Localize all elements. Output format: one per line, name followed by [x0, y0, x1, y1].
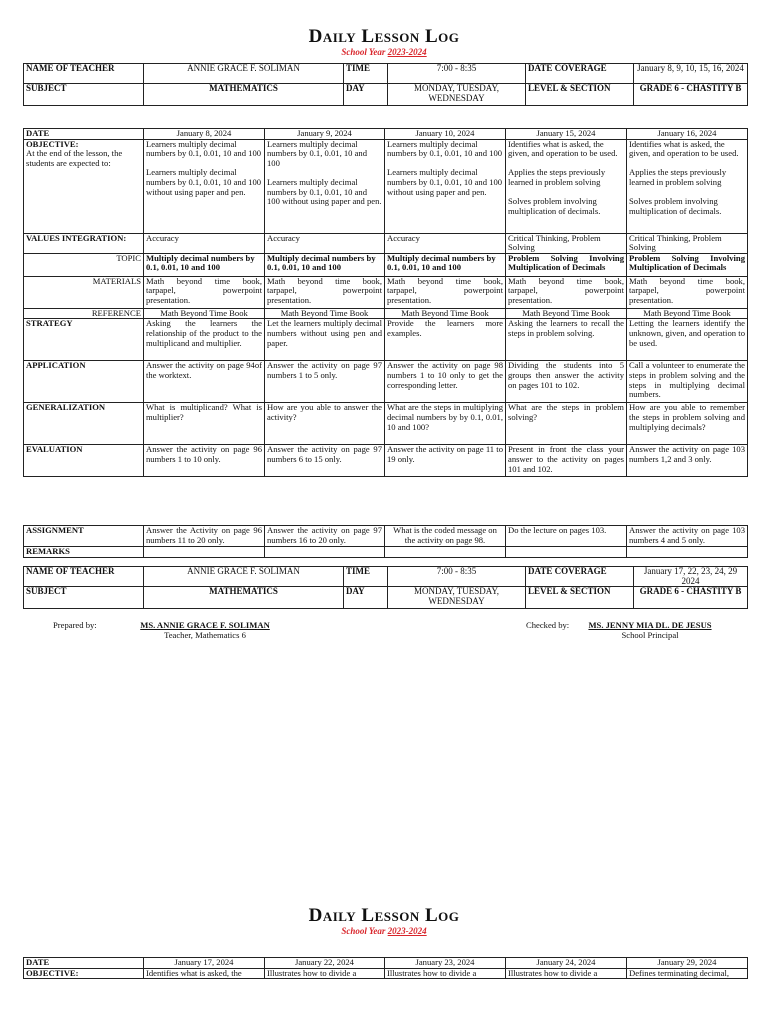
- name-label: NAME OF TEACHER: [24, 567, 144, 587]
- remarks-cell: [506, 547, 627, 558]
- materials-cell: Math beyond time book, tarpapel, powerpoint presentation.: [265, 276, 385, 308]
- application-cell: Call a volunteer to enumerate the steps in problem solving and the steps in multiplying decimal numbers.: [627, 361, 748, 403]
- objective-cell: Learners multiply decimal numbers by 0.1, 0.01, 10 and 100 Learners multiply decimal numbers by 0.1, 0.01, 10 and 100 without using paper and pen.: [265, 139, 385, 233]
- strategy-cell: Provide the learners more examples.: [385, 319, 506, 361]
- level-label: LEVEL & SECTION: [526, 84, 634, 106]
- name-label: NAME OF TEACHER: [24, 64, 144, 84]
- objective-cell: Learners multiply decimal numbers by 0.1, 0.01, 10 and 100 Learners multiply decimal numbers by 0.1, 0.01, 10 and 100 without using paper and pen.: [144, 139, 265, 233]
- subject-label: SUBJECT: [24, 587, 144, 609]
- objective-cell: Illustrates how to divide a: [506, 968, 627, 979]
- document-title: Daily Lesson Log: [308, 26, 460, 47]
- date-cell: January 29, 2024: [627, 958, 748, 969]
- objective-label-cell: [24, 139, 144, 233]
- evaluation-cell: Answer the activity on page 11 to 19 only.: [385, 445, 506, 477]
- day-label: DAY: [344, 587, 388, 609]
- school-year-label: School Year: [341, 47, 386, 57]
- values-cell: Critical Thinking, Problem Solving: [627, 233, 748, 253]
- time-value: 7:00 - 8:35: [388, 567, 526, 587]
- school-year-label: School Year: [341, 926, 386, 936]
- level-value: GRADE 6 - CHASTITY B: [634, 587, 748, 609]
- reference-cell: Math Beyond Time Book: [506, 308, 627, 319]
- values-cell: Accuracy: [385, 233, 506, 253]
- materials-cell: Math beyond time book, tarpapel, powerpoint presentation.: [144, 276, 265, 308]
- school-year-page2: [0, 926, 768, 936]
- day-label: DAY: [344, 84, 388, 106]
- day-value: MONDAY, TUESDAY, WEDNESDAY: [388, 587, 526, 609]
- time-value: 7:00 - 8:35: [388, 64, 526, 84]
- topic-cell: Multiply decimal numbers by 0.1, 0.01, 10 and 100: [144, 253, 265, 276]
- values-cell: Accuracy: [144, 233, 265, 253]
- assignment-table: [23, 525, 748, 558]
- date-cell: January 17, 2024: [144, 958, 265, 969]
- objective-cell: Illustrates how to divide a: [385, 968, 506, 979]
- checked-by-name: MS. JENNY MIA DL. DE JESUS: [588, 620, 712, 630]
- time-label: TIME: [344, 64, 388, 84]
- objective-cell: Identifies what is asked, the: [144, 968, 265, 979]
- topic-cell: Multiply decimal numbers by 0.1, 0.01, 10 and 100: [265, 253, 385, 276]
- level-label: LEVEL & SECTION: [526, 587, 634, 609]
- remarks-cell: [265, 547, 385, 558]
- assignment-cell: What is the coded message on the activity on page 98.: [385, 526, 506, 547]
- materials-cell: Math beyond time book, tarpapel, powerpoint presentation.: [506, 276, 627, 308]
- generalization-label: GENERALIZATION: [24, 403, 144, 445]
- school-year: [0, 47, 768, 57]
- checked-by-block: [584, 620, 716, 640]
- values-label: VALUES INTEGRATION:: [24, 233, 144, 253]
- remarks-cell: [385, 547, 506, 558]
- strategy-cell: Asking the learners the relationship of the product to the multiplicand and multiplier.: [144, 319, 265, 361]
- evaluation-label: EVALUATION: [24, 445, 144, 477]
- strategy-cell: Let the learners multiply decimal numbers without using pen and paper.: [265, 319, 385, 361]
- strategy-cell: Letting the learners identify the unknown, given, and operation to be used.: [627, 319, 748, 361]
- evaluation-cell: Answer the activity on page 96 numbers 1 to 10 only.: [144, 445, 265, 477]
- reference-cell: Math Beyond Time Book: [144, 308, 265, 319]
- generalization-cell: What are the steps in multiplying decimal numbers by by 0.1, 0.01, 10 and 100?: [385, 403, 506, 445]
- date-cell: January 10, 2024: [385, 129, 506, 140]
- objective-cell: Identifies what is asked, the given, and operation to be used. Applies the steps previously learned in problem solving Solves problem involving multiplication of decimals.: [627, 139, 748, 233]
- strategy-cell: Asking the learners to recall the steps in problem solving.: [506, 319, 627, 361]
- date-cell: January 15, 2024: [506, 129, 627, 140]
- topic-cell: Problem Solving Involving Multiplication of Decimals: [506, 253, 627, 276]
- topic-cell: Problem Solving Involving Multiplication of Decimals: [627, 253, 748, 276]
- remarks-cell: [627, 547, 748, 558]
- materials-label: MATERIALS: [24, 276, 144, 308]
- evaluation-cell: Present in front the class your answer to the activity on pages 101 and 102.: [506, 445, 627, 477]
- evaluation-cell: Answer the activity on page 97 numbers 6 to 15 only.: [265, 445, 385, 477]
- time-label: TIME: [344, 567, 388, 587]
- teacher-name: ANNIE GRACE F. SOLIMAN: [144, 64, 344, 84]
- objective-cell: Illustrates how to divide a: [265, 968, 385, 979]
- strategy-label: STRATEGY: [24, 319, 144, 361]
- reference-label: REFERENCE: [24, 308, 144, 319]
- reference-cell: Math Beyond Time Book: [627, 308, 748, 319]
- subject-value: MATHEMATICS: [144, 587, 344, 609]
- assignment-cell: Answer the activity on page 97 numbers 16 to 20 only.: [265, 526, 385, 547]
- assignment-label: ASSIGNMENT: [24, 526, 144, 547]
- generalization-cell: How are you able to remember the steps in problem solving and multiplying decimals?: [627, 403, 748, 445]
- lesson-log-table: [23, 128, 748, 477]
- remarks-label: REMARKS: [24, 547, 144, 558]
- generalization-cell: What is multiplicand? What is multiplier?: [144, 403, 265, 445]
- subject-label: SUBJECT: [24, 84, 144, 106]
- date-cell: January 24, 2024: [506, 958, 627, 969]
- objective-cell: Learners multiply decimal numbers by 0.1, 0.01, 10 and 100 Learners multiply decimal numbers by 0.1, 0.01, 10 and 100 without using paper and pen.: [385, 139, 506, 233]
- date-label: DATE: [24, 958, 144, 969]
- prepared-by-block: [135, 620, 275, 640]
- application-cell: Dividing the students into 5 groups then answer the activity on pages 101 to 102.: [506, 361, 627, 403]
- date-coverage-label: DATE COVERAGE: [526, 567, 634, 587]
- subject-value: MATHEMATICS: [144, 84, 344, 106]
- values-cell: Accuracy: [265, 233, 385, 253]
- generalization-cell: What are the steps in problem solving?: [506, 403, 627, 445]
- topic-label: TOPIC: [24, 253, 144, 276]
- date-label: DATE: [24, 129, 144, 140]
- date-coverage-label: DATE COVERAGE: [526, 64, 634, 84]
- topic-cell: Multiply decimal numbers by 0.1, 0.01, 10 and 100: [385, 253, 506, 276]
- document-title-page2: Daily Lesson Log: [308, 905, 460, 926]
- teacher-info-table: [23, 63, 748, 106]
- assignment-cell: Answer the Activity on page 96 numbers 11 to 20 only.: [144, 526, 265, 547]
- date-cell: January 22, 2024: [265, 958, 385, 969]
- objective-label: OBJECTIVE:: [24, 968, 144, 979]
- remarks-cell: [144, 547, 265, 558]
- lesson-log-table-page2: [23, 957, 748, 979]
- date-cell: January 8, 2024: [144, 129, 265, 140]
- teacher-name: ANNIE GRACE F. SOLIMAN: [144, 567, 344, 587]
- objective-cell: Identifies what is asked, the given, and operation to be used. Applies the steps previously learned in problem solving Solves problem involving multiplication of decimals.: [506, 139, 627, 233]
- teacher-info-table-2: [23, 566, 748, 609]
- prepared-by-title: Teacher, Mathematics 6: [164, 630, 246, 640]
- assignment-cell: Answer the activity on page 103 numbers 4 and 5 only.: [627, 526, 748, 547]
- reference-cell: Math Beyond Time Book: [385, 308, 506, 319]
- evaluation-cell: Answer the activity on page 103 numbers 1,2 and 3 only.: [627, 445, 748, 477]
- objective-subtext: At the end of the lesson, the students are expected to:: [26, 148, 123, 168]
- level-value: GRADE 6 - CHASTITY B: [634, 84, 748, 106]
- application-cell: Answer the activity on page 98 numbers 1 to 10 only to get the corresponding letter.: [385, 361, 506, 403]
- objective-cell: Defines terminating decimal,: [627, 968, 748, 979]
- date-coverage-value: January 8, 9, 10, 15, 16, 2024: [634, 64, 748, 84]
- materials-cell: Math beyond time book, tarpapel, powerpoint presentation.: [385, 276, 506, 308]
- generalization-cell: How are you able to answer the activity?: [265, 403, 385, 445]
- date-cell: January 9, 2024: [265, 129, 385, 140]
- date-coverage-value: January 17, 22, 23, 24, 29 2024: [634, 567, 748, 587]
- checked-by-title: School Principal: [621, 630, 679, 640]
- application-cell: Answer the activity on page 94of the worktext.: [144, 361, 265, 403]
- values-cell: Critical Thinking, Problem Solving: [506, 233, 627, 253]
- school-year-value: 2023-2024: [387, 47, 427, 57]
- prepared-by-name: MS. ANNIE GRACE F. SOLIMAN: [140, 620, 270, 630]
- day-value: MONDAY, TUESDAY, WEDNESDAY: [388, 84, 526, 106]
- application-cell: Answer the activity on page 97 numbers 1 to 5 only.: [265, 361, 385, 403]
- school-year-value: 2023-2024: [387, 926, 427, 936]
- objective-label: OBJECTIVE:: [26, 139, 79, 149]
- application-label: APPLICATION: [24, 361, 144, 403]
- date-cell: January 23, 2024: [385, 958, 506, 969]
- assignment-cell: Do the lecture on pages 103.: [506, 526, 627, 547]
- prepared-by-label: Prepared by:: [53, 620, 97, 630]
- date-cell: January 16, 2024: [627, 129, 748, 140]
- materials-cell: Math beyond time book, tarpapel, powerpoint presentation.: [627, 276, 748, 308]
- reference-cell: Math Beyond Time Book: [265, 308, 385, 319]
- checked-by-label: Checked by:: [526, 620, 570, 630]
